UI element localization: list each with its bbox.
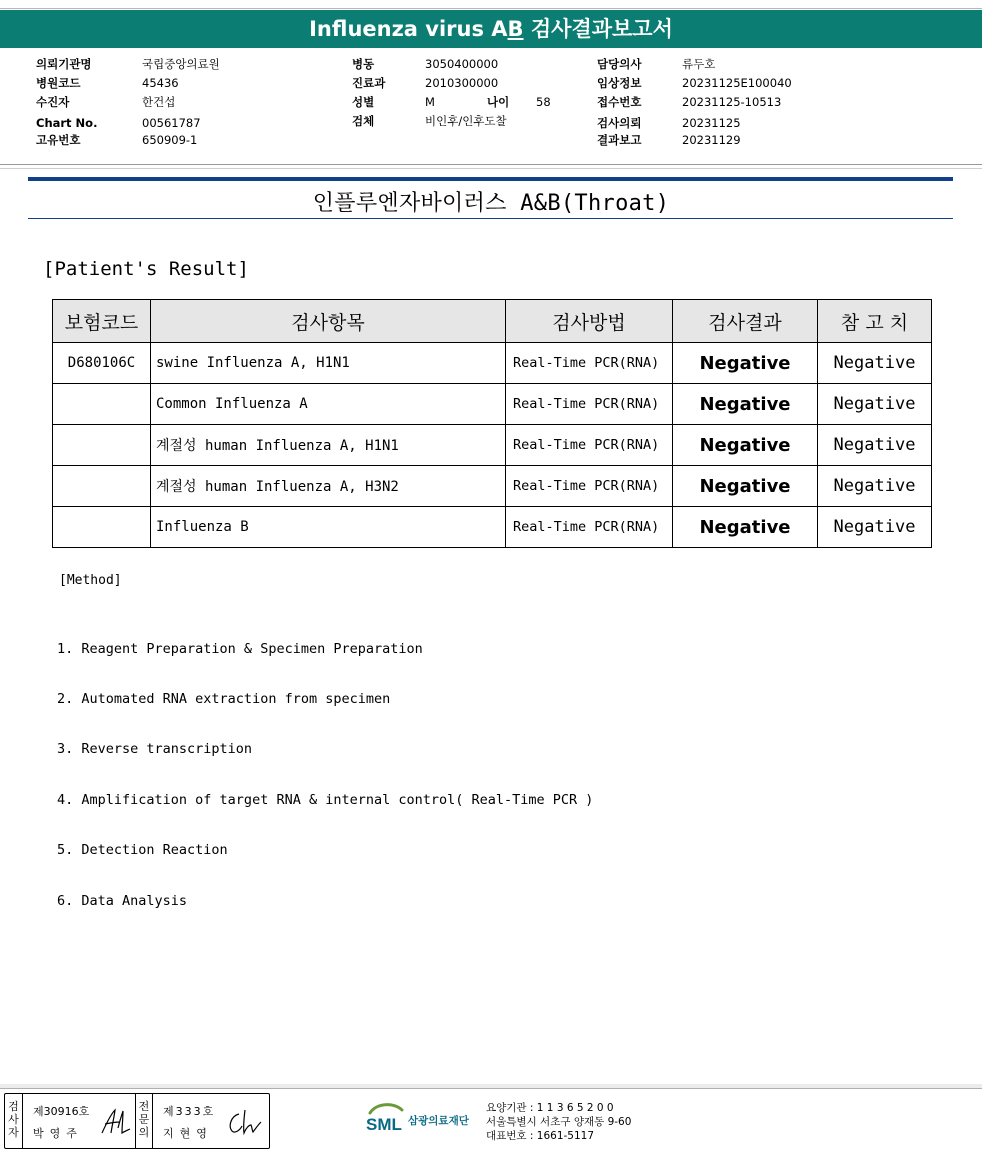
reference-value-cell: Negative (818, 425, 932, 466)
column-header: 검사결과 (673, 300, 818, 343)
signer1-role-label (5, 1094, 23, 1148)
column-header: 검사항목 (151, 300, 506, 343)
header-title-underlined: B (507, 17, 524, 41)
test-result-cell: Negative (673, 343, 818, 384)
test-result-cell: Negative (673, 507, 818, 548)
signer2-name: 지현영 (163, 1127, 213, 1140)
method-steps-list (57, 607, 593, 926)
info-label: 병동 (352, 57, 375, 71)
signer2-license-no: 제333호 (163, 1105, 216, 1118)
test-result-cell: Negative (673, 384, 818, 425)
top-rule (0, 8, 982, 9)
signer2-signature (225, 1106, 265, 1138)
test-method-cell: Real-Time PCR(RNA) (506, 466, 673, 507)
info-label: 담당의사 (597, 57, 642, 71)
reference-value-cell: Negative (818, 466, 932, 507)
method-step: 5. Detection Reaction (57, 842, 228, 859)
info-value: 3050400000 (425, 57, 499, 71)
info-value: 650909-1 (142, 133, 198, 147)
info-value: 2010300000 (425, 76, 499, 90)
table-row (53, 466, 932, 507)
method-heading: [Method] (59, 573, 122, 588)
info-label: 수진자 (36, 95, 70, 109)
test-result-cell: Negative (673, 466, 818, 507)
insurance-code-cell (53, 384, 151, 425)
info-label: 의뢰기관명 (36, 57, 92, 71)
info-value: 한건섭 (142, 95, 176, 109)
info-label: 임상정보 (597, 76, 642, 90)
patient-result-heading: [Patient's Result] (43, 258, 249, 280)
title-rule-bottom (28, 218, 953, 219)
info-value: 45436 (142, 76, 179, 90)
header-title-post: 검사결과보고서 (523, 17, 673, 41)
info-divider (0, 164, 982, 165)
foundation-name: 삼광의료재단 (408, 1115, 469, 1127)
info-label: 성별 (352, 95, 375, 109)
insurance-code-cell (53, 425, 151, 466)
footer-address (486, 1101, 631, 1143)
insurance-code-cell (53, 507, 151, 548)
table-row (53, 425, 932, 466)
info-label: Chart No. (36, 116, 98, 130)
age-value: 58 (536, 95, 551, 109)
info-label: 고유번호 (36, 133, 81, 147)
method-step: 6. Data Analysis (57, 892, 188, 909)
method-step: 2. Automated RNA extraction from specimen (57, 690, 391, 707)
sml-logo-letters: SML (366, 1115, 402, 1134)
info-label: 검체 (352, 114, 375, 128)
info-value: 20231125 (682, 116, 741, 130)
info-value: 20231125-10513 (682, 95, 782, 109)
result-table (52, 299, 932, 548)
column-header: 보험코드 (53, 300, 151, 343)
test-item-cell: Influenza B (151, 507, 506, 548)
reference-value-cell: Negative (818, 384, 932, 425)
title-rule-top (28, 177, 953, 181)
insurance-code-cell: D680106C (53, 343, 151, 384)
sml-logo-mark (366, 1100, 408, 1140)
info-value: M (425, 95, 435, 109)
info-label: 병원코드 (36, 76, 81, 90)
signer2-role-label (135, 1094, 153, 1148)
method-step: 3. Reverse transcription (57, 741, 253, 758)
test-method-cell: Real-Time PCR(RNA) (506, 425, 673, 466)
info-value: 20231129 (682, 133, 741, 147)
signer1-license-no: 제30916호 (33, 1105, 90, 1118)
reference-value-cell: Negative (818, 343, 932, 384)
signer2-role: 전문의 (138, 1100, 150, 1139)
info-label: 접수번호 (597, 95, 642, 109)
test-item-cell: 계절성 human Influenza A, H1N1 (151, 425, 506, 466)
info-divider-2 (0, 168, 982, 169)
table-header-row (53, 300, 932, 343)
table-row (53, 384, 932, 425)
info-value: 비인후/인후도찰 (425, 114, 507, 128)
address-line: 대표번호 : 1661-5117 (486, 1130, 595, 1142)
signer1-name: 박영주 (33, 1127, 83, 1140)
footer-rule (0, 1088, 982, 1089)
report-header-bar (0, 10, 982, 48)
reference-value-cell: Negative (818, 507, 932, 548)
info-label: 진료과 (352, 76, 386, 90)
signer1-signature (99, 1106, 133, 1138)
column-header: 검사방법 (506, 300, 673, 343)
column-header: 참 고 치 (818, 300, 932, 343)
test-method-cell: Real-Time PCR(RNA) (506, 384, 673, 425)
signer1-role: 검사자 (8, 1100, 19, 1139)
method-step: 4. Amplification of target RNA & internal control( Real-Time PCR ) (57, 791, 594, 808)
report-title: 인플루엔자바이러스 A&B(Throat) (312, 191, 670, 216)
info-value: 00561787 (142, 116, 201, 130)
info-value: 류두호 (682, 57, 716, 71)
test-item-cell: Common Influenza A (151, 384, 506, 425)
info-value: 20231125E100040 (682, 76, 792, 90)
method-step: 1. Reagent Preparation & Specimen Preparation (57, 640, 423, 657)
header-title-pre: Influenza virus A (309, 17, 508, 41)
test-result-cell: Negative (673, 425, 818, 466)
insurance-code-cell (53, 466, 151, 507)
address-line: 서울특별시 서초구 양재동 9-60 (486, 1116, 632, 1128)
test-method-cell: Real-Time PCR(RNA) (506, 343, 673, 384)
sml-logo (366, 1100, 408, 1144)
test-item-cell: 계절성 human Influenza A, H3N2 (151, 466, 506, 507)
table-row (53, 343, 932, 384)
age-label: 나이 (487, 95, 510, 109)
table-row (53, 507, 932, 548)
signature-box (4, 1093, 270, 1149)
test-item-cell: swine Influenza A, H1N1 (151, 343, 506, 384)
info-value: 국립중앙의료원 (142, 57, 220, 71)
info-label: 검사의뢰 (597, 116, 642, 130)
address-line: 요양기관 : 1 1 3 6 5 2 0 0 (486, 1102, 614, 1114)
test-method-cell: Real-Time PCR(RNA) (506, 507, 673, 548)
info-label: 결과보고 (597, 133, 642, 147)
